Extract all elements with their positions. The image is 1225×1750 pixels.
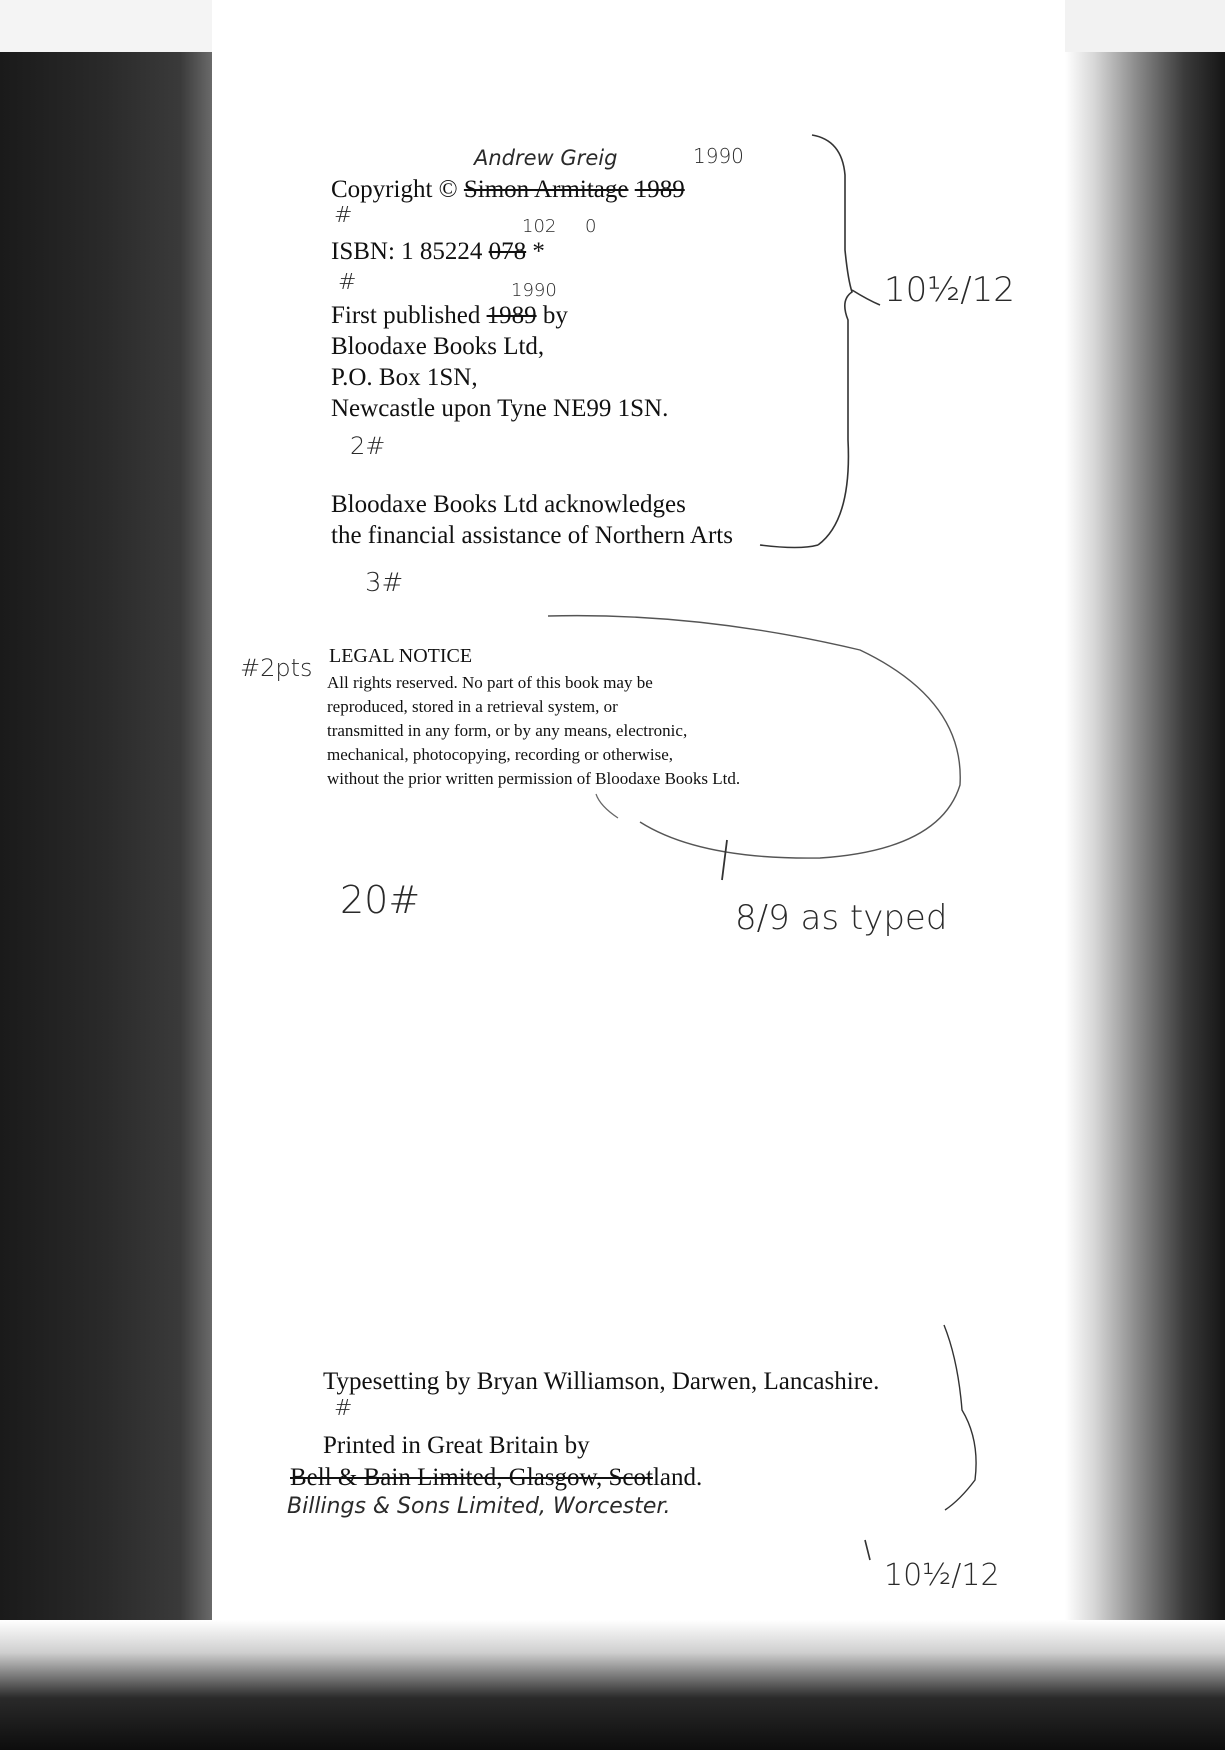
isbn-struck: 078 <box>488 238 527 265</box>
bracket-top-arm <box>852 290 880 305</box>
bracket-top <box>812 135 852 545</box>
copyright-line: Copyright © Simon Armitage 1989 <box>331 176 685 203</box>
copyright-name-struck: Simon Armitage <box>463 176 629 203</box>
handwritten-size-top: 10½/12 <box>884 270 1015 310</box>
bracket-bottom-tick <box>865 1540 870 1560</box>
handwritten-isbn-correction-left: 102 <box>522 216 557 237</box>
typesetting-line: Typesetting by Bryan Williamson, Darwen, Lancashire. <box>323 1368 880 1395</box>
legal-line-4: mechanical, photocopying, recording or otherwise, <box>327 745 674 764</box>
handwritten-spacing: 20# <box>340 878 421 922</box>
legal-line-2: reproduced, stored in a retrieval system, or <box>327 697 618 716</box>
published-year-struck: 1989 <box>486 302 537 329</box>
handwritten-size-bottom: 10½/12 <box>884 1558 1000 1593</box>
bracket-top-tail <box>760 545 818 548</box>
legal-oval <box>548 616 960 858</box>
address-line-3: Newcastle upon Tyne NE99 1SN. <box>331 395 669 422</box>
handwritten-hash-2: # <box>338 270 357 295</box>
address-line-2: P.O. Box 1SN, <box>331 364 478 391</box>
bracket-bottom <box>944 1325 976 1510</box>
handwritten-hash-3: 2# <box>350 432 386 460</box>
handwritten-hash-4: 3# <box>365 568 404 598</box>
copyright-year-struck: 1989 <box>634 176 685 203</box>
legal-line-3: transmitted in any form, or by any means, electronic, <box>327 721 688 740</box>
legal-oval-tail <box>596 794 618 818</box>
handwritten-isbn-correction-right: 0 <box>585 216 597 237</box>
printer-struck: Bell & Bain Limited, Glasgow, Scot <box>290 1464 653 1491</box>
handwritten-hash-1: # <box>334 203 353 228</box>
handwritten-published-year: 1990 <box>511 280 557 301</box>
handwritten-hash-5: # <box>334 1396 353 1421</box>
printed-by-line: Printed in Great Britain by <box>323 1432 590 1459</box>
printer-line: Bell & Bain Limited, Glasgow, Scotland. <box>290 1464 703 1491</box>
legal-line-5: without the prior written permission of Bloodaxe Books Ltd. <box>327 769 741 788</box>
legal-notice-heading: LEGAL NOTICE <box>329 645 473 667</box>
handwritten-2pts: #2pts <box>240 654 313 682</box>
legal-line-1: All rights reserved. No part of this book may be <box>327 673 653 692</box>
handwritten-size-legal: 8/9 as typed <box>735 898 948 938</box>
legal-pointer <box>722 840 727 880</box>
first-published-line: First published 1989 by <box>331 302 568 329</box>
acknowledgement-line-1: Bloodaxe Books Ltd acknowledges <box>331 491 686 518</box>
acknowledgement-line-2: the financial assistance of Northern Arts <box>331 522 733 549</box>
handwritten-printer-correction: Billings & Sons Limited, Worcester. <box>287 1494 671 1519</box>
isbn-line: ISBN: 1 85224 078 * <box>331 238 545 265</box>
handwritten-year-correction: 1990 <box>693 144 744 168</box>
address-line-1: Bloodaxe Books Ltd, <box>331 333 545 360</box>
handwritten-name-correction: Andrew Greig <box>474 146 618 170</box>
